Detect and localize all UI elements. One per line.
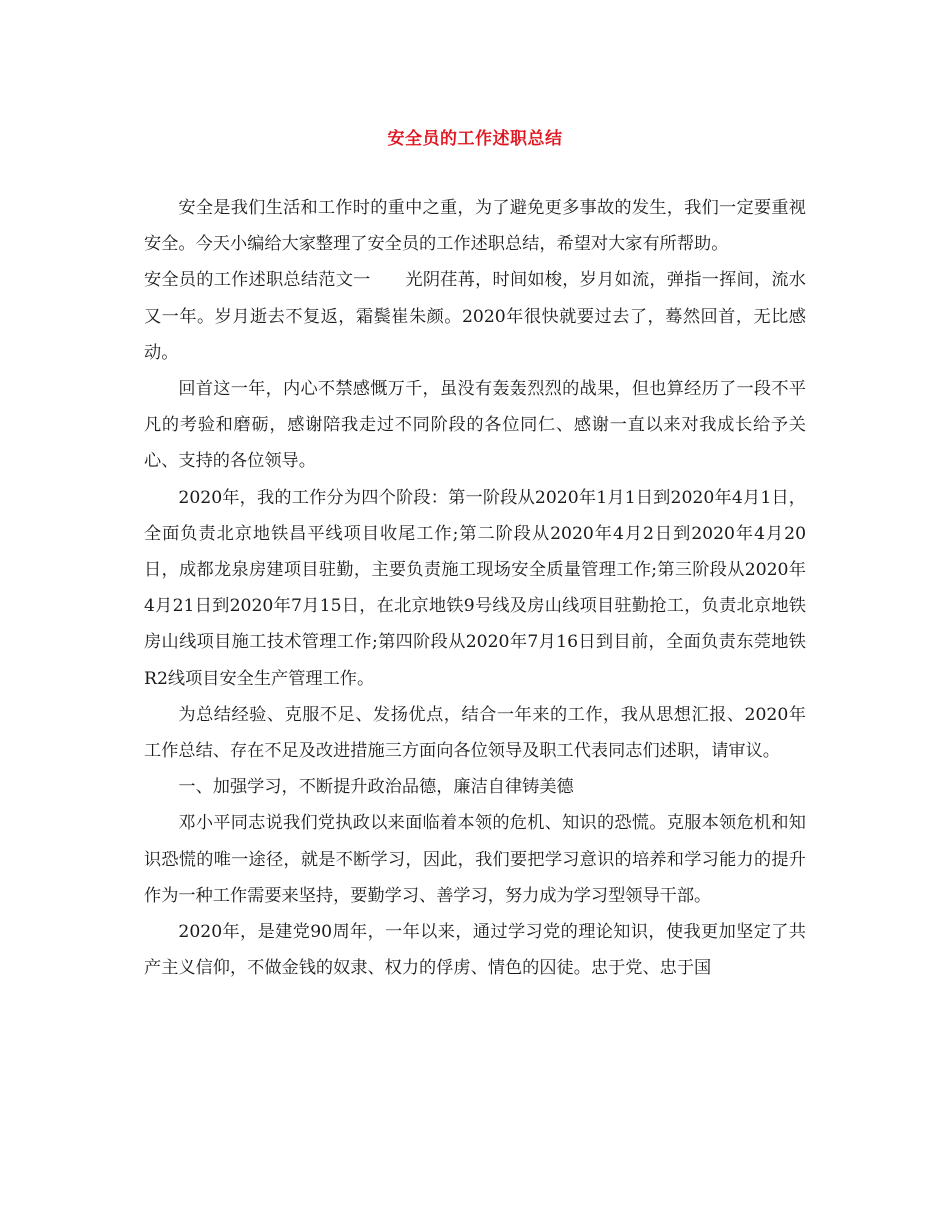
paragraph-four-stages: 2020年，我的工作分为四个阶段：第一阶段从2020年1月1日到2020年4月1日，全面负责北京地铁昌平线项目收尾工作;第二阶段从2020年4月2日到2020年4月20日，成都龙泉房建项目驻勤，主要负责施工现场安全质量管理工作;第三阶段从2020年4月21日到2020年7月15日，在北京地铁9号线及房山线项目驻勤抢工，负责北京地铁房山线项目施工技术管理工作;第四阶段从2020年7月16日到目前，全面负责东莞地铁R2线项目安全生产管理工作。: [144, 487, 806, 689]
section-heading-one: 一、加强学习，不断提升政治品德，廉洁自律铸美德: [178, 777, 574, 798]
document-title: 安全员的工作述职总结: [387, 129, 563, 149]
paragraph-reflection: 回首这一年，内心不禁感慨万千，虽没有轰轰烈烈的战果，但也算经历了一段不平凡的考验和磨砺，感谢陪我走过不同阶段的各位同仁、感谢一直以来对我成长给予关心、支持的各位领导。: [144, 379, 806, 472]
paragraph-party-anniversary: 2020年，是建党90周年，一年以来，通过学习党的理论知识，使我更加坚定了共产主义信仰，不做金钱的奴隶、权力的俘虏、情色的囚徒。忠于党、忠于国: [144, 922, 806, 979]
paragraph-sample-one: 安全员的工作述职总结范文一 光阴荏苒，时间如梭，岁月如流，弹指一挥间，流水又一年。岁月逝去不复返，霜鬓崔朱颜。2020年很快就要过去了，蓦然回首，无比感动。: [144, 270, 806, 363]
paragraph-learning: 邓小平同志说我们党执政以来面临着本领的危机、知识的恐慌。克服本领危机和知识恐慌的唯一途径，就是不断学习，因此，我们要把学习意识的培养和学习能力的提升作为一种工作需要来坚持，要勤学习、善学习，努力成为学习型领导干部。: [144, 813, 806, 906]
document-body: [144, 190, 806, 986]
paragraph-intro: 安全是我们生活和工作时的重中之重，为了避免更多事故的发生，我们一定要重视安全。今天小编给大家整理了安全员的工作述职总结，希望对大家有所帮助。: [144, 198, 806, 255]
paragraph-report-scope: 为总结经验、克服不足、发扬优点，结合一年来的工作，我从思想汇报、2020年工作总结、存在不足及改进措施三方面向各位领导及职工代表同志们述职，请审议。: [144, 704, 806, 762]
